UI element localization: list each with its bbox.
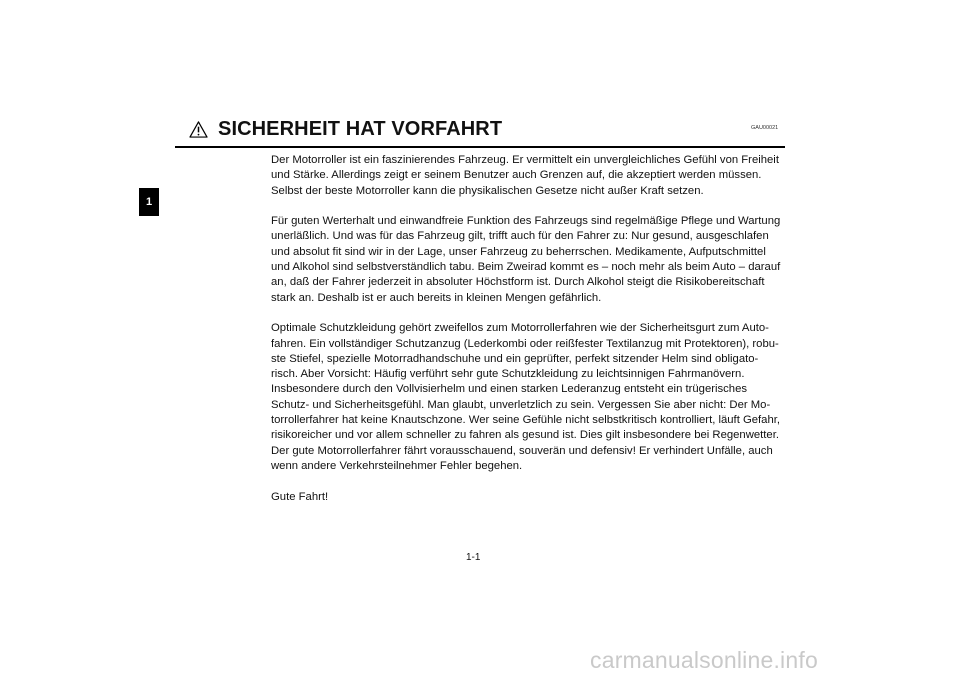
text-line: Insbesondere durch den Vollvisierhelm und einen starken Lederanzug entsteht ein trügerisches (271, 383, 748, 396)
title-row (189, 118, 502, 141)
chapter-tab (139, 188, 159, 216)
paragraph (271, 153, 781, 199)
text-line: Der gute Motorrollerfahrer fährt vorausschauend, souverän und defensiv! Er verhindert Unfälle, auch (271, 444, 773, 457)
reference-code: GAU00021 (751, 125, 779, 131)
text-line: ste Stiefel, spezielle Motorradhandschuhe und ein geprüfter, perfekt sitzender Helm sind obligato- (271, 352, 759, 365)
text-line: und Alkohol sind selbstverständlich tabu. Beim Zweirad kommt es – noch mehr als beim Auto – darauf (271, 261, 781, 274)
warning-triangle-icon (189, 121, 208, 138)
text-line: Für guten Werterhalt und einwandfreie Funktion des Fahrzeugs sind regelmäßige Pflege und Wartung (271, 215, 781, 228)
page-number: 1-1 (466, 552, 481, 563)
text-line: wenn andere Verkehrsteilnehmer Fehler begehen. (271, 459, 523, 472)
text-line: und Stärke. Allerdings zeigt er seinem Benutzer auch Grenzen auf, die akzeptiert werden müssen. (271, 169, 762, 182)
chapter-tab-label: 1 (145, 196, 153, 208)
text-line: und absolut fit sind wir in der Lage, unser Fahrzeug zu beherrschen. Medikamente, Aufputschmittel (271, 245, 766, 258)
text-line: risikoreicher und vor allem schneller zu fahren als gesund ist. Dies gilt insbesondere bei Regenwetter. (271, 429, 779, 442)
page-title: SICHERHEIT HAT VORFAHRT (218, 118, 503, 140)
paragraph (271, 490, 781, 505)
text-line: Optimale Schutzkleidung gehört zweifellos zum Motorrollerfahren wie der Sicherheitsgurt zum Auto- (271, 322, 769, 335)
paragraph (271, 321, 781, 474)
title-divider (175, 146, 785, 148)
watermark: carmanualsonline.info (590, 647, 818, 673)
text-line: Der Motorroller ist ein faszinierendes Fahrzeug. Er vermittelt ein unvergleichliches Gefühl von Freiheit (271, 154, 779, 166)
text-line: torrollerfahrer hat keine Knautschzone. Wer seine Gefühle nicht selbstkritisch kontrolliert, läuft Gefahr, (271, 414, 781, 427)
text-line: Gute Fahrt! (271, 490, 329, 503)
paragraph (271, 214, 781, 306)
text-line: risch. Aber Vorsicht: Häufig verführt sehr gute Schutzkleidung zu leichtsinnigen Fahrmanövern. (271, 368, 745, 381)
text-line: Schutz- und Sicherheitsgefühl. Man glaubt, unverletzlich zu sein. Vergessen Sie aber nicht: Der Mo- (271, 398, 771, 411)
text-line: fahren. Ein vollständiger Schutzanzug (Lederkombi oder reißfester Textilanzug mit Protektoren), robu- (271, 337, 779, 350)
body-text (271, 153, 781, 520)
text-line: an, daß der Fahrer jederzeit in absoluter Höchstform ist. Durch Alkohol steigt die Risikobereitschaft (271, 276, 765, 289)
text-line: stark an. Deshalb ist er auch bereits in kleinen Mengen gefährlich. (271, 291, 602, 304)
text-line: unerläßlich. Und was für das Fahrzeug gilt, trifft auch für den Fahrer zu: Nur gesund, ausgeschlafen (271, 230, 769, 243)
text-line: Selbst der beste Motorroller kann die physikalischen Gesetze nicht außer Kraft setzen. (271, 184, 704, 197)
